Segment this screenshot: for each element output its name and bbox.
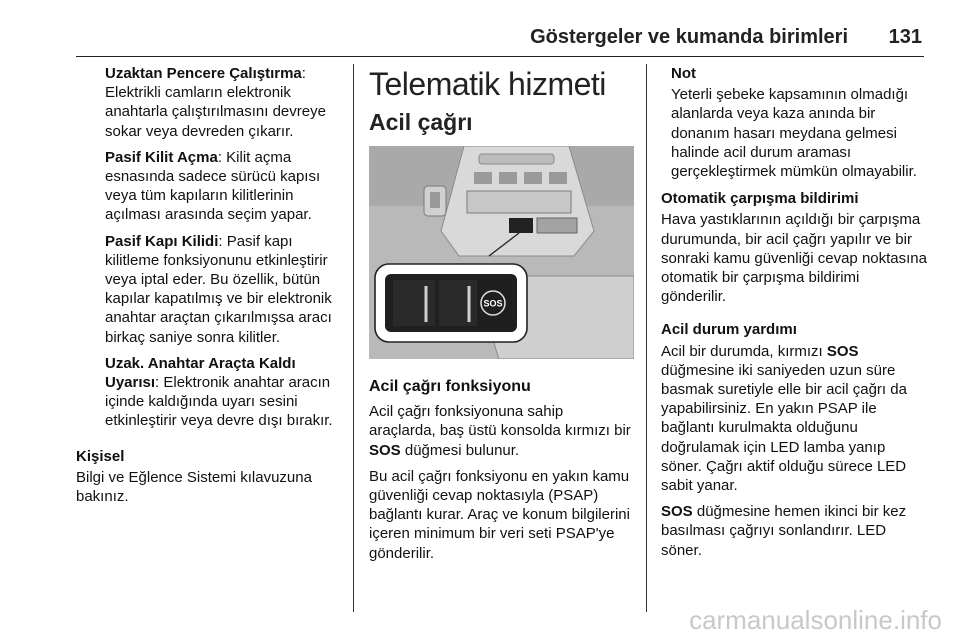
sos-term: SOS: [661, 503, 693, 521]
text: düğmesine iki saniyeden uzun süre basmak suretiyle elle bir acil çağrı da yapabilirsiniz. En yakın PSAP ile bağlantı kurulmakta olduğunu doğrulamak için LED lamba yanıp söner. Çağrı aktif olduğu sürece LED sabit yanar.: [661, 361, 907, 495]
column-divider-1: [353, 64, 354, 612]
emergency-function-heading: Acil çağrı fonksiyonu: [369, 378, 531, 395]
page-header: [0, 0, 960, 60]
psap-text: Bu acil çağrı fonksiyonu en yakın kamu güvenliği cevap noktasıyla (PSAP) bağlantı kurar. Araç ve konum bilgilerini içeren minimum bir veri seti PSAP'ye gönderilir.: [369, 467, 630, 562]
column-middle: [369, 64, 634, 570]
definition-key-left-warning: [76, 354, 344, 431]
definition-text: : Elektronik anahtar aracın içinde kaldığında uyarı sesini etkinleştirir veya devre dışı bırakır.: [105, 374, 333, 430]
emergency-function-text: [369, 402, 634, 460]
text: Acil çağrı fonksiyonuna sahip araçlarda, baş üstü konsolda kırmızı bir: [369, 403, 631, 440]
text: düğmesine hemen ikinci bir kez basılması çağrıyı sonlandırır. LED söner.: [661, 503, 907, 559]
term: Pasif Kapı Kilidi: [105, 232, 219, 250]
definition-passive-lock: [76, 232, 344, 347]
term: Uzaktan Pencere Çalıştırma: [105, 65, 302, 82]
sos-console-figure: [369, 146, 634, 359]
note-heading: Not: [671, 65, 696, 82]
kisisel-text: Bilgi ve Eğlence Sistemi kılavuzuna bakınız.: [76, 468, 312, 506]
sos-term: SOS: [826, 342, 859, 360]
auto-crash-text: Hava yastıklarının açıldığı bir çarpışma durumunda, bir acil çağrı yapılır ve bir sonraki kamu güvenliği cevap noktasına otomatik bir çarpışma bildirimi gönderilir.: [661, 211, 927, 306]
emergency-help-heading: Acil durum yardımı: [661, 321, 797, 339]
note-box: [661, 64, 927, 181]
definition-remote-window: [76, 64, 344, 141]
kisisel-heading: Kişisel: [76, 447, 125, 465]
header-rule: [76, 56, 924, 57]
term: Uzak. Anahtar Araçta Kaldı Uyarısı: [105, 354, 296, 392]
watermark: carmanualsonline.info: [689, 605, 942, 635]
text: düğmesi bulunur.: [400, 441, 520, 459]
auto-crash-heading: Otomatik çarpışma bildirimi: [661, 190, 859, 208]
column-divider-2: [646, 64, 647, 612]
column-right: [661, 64, 927, 567]
term: Pasif Kilit Açma: [105, 148, 218, 166]
column-left: [76, 64, 344, 513]
definition-text: : Elektrikli camların elektronik anahtarla çalıştırılmasını devreye sokar veya devreden çıkarır.: [105, 65, 326, 140]
note-text: Yeterli şebeke kapsamının olmadığı alanlarda veya kaza anında bir donanım hasarı meydana gelmesi halinde acil durum araması gerçekleştirmek mümkün olmayabilir.: [671, 86, 917, 181]
text: Acil bir durumda, kırmızı: [661, 342, 827, 360]
page-number: 131: [888, 26, 922, 48]
sos-term: SOS: [369, 441, 401, 459]
header-title: Göstergeler ve kumanda birimleri: [530, 26, 848, 48]
emergency-help-text: [661, 342, 927, 496]
sos-button-label: SOS: [483, 298, 503, 309]
sub-title: Acil çağrı: [369, 109, 473, 135]
definition-passive-unlock: [76, 148, 344, 225]
definition-text: : Kilit açma esnasında sadece sürücü kapısı veya tüm kapıların kilitlerinin açılması arasında seçim yapar.: [105, 148, 321, 224]
section-title: Telematik hizmeti: [369, 66, 606, 102]
end-call-text: [661, 502, 927, 560]
definition-text: : Pasif kapı kilitleme fonksiyonunu etkinleştirir veya iptal eder. Bu özellik, bütün kapılar kapatılmış ve bir elektronik anahtar araçtan çıkarılmışsa aracı birkaç saniye sonra kilitler.: [105, 232, 332, 346]
